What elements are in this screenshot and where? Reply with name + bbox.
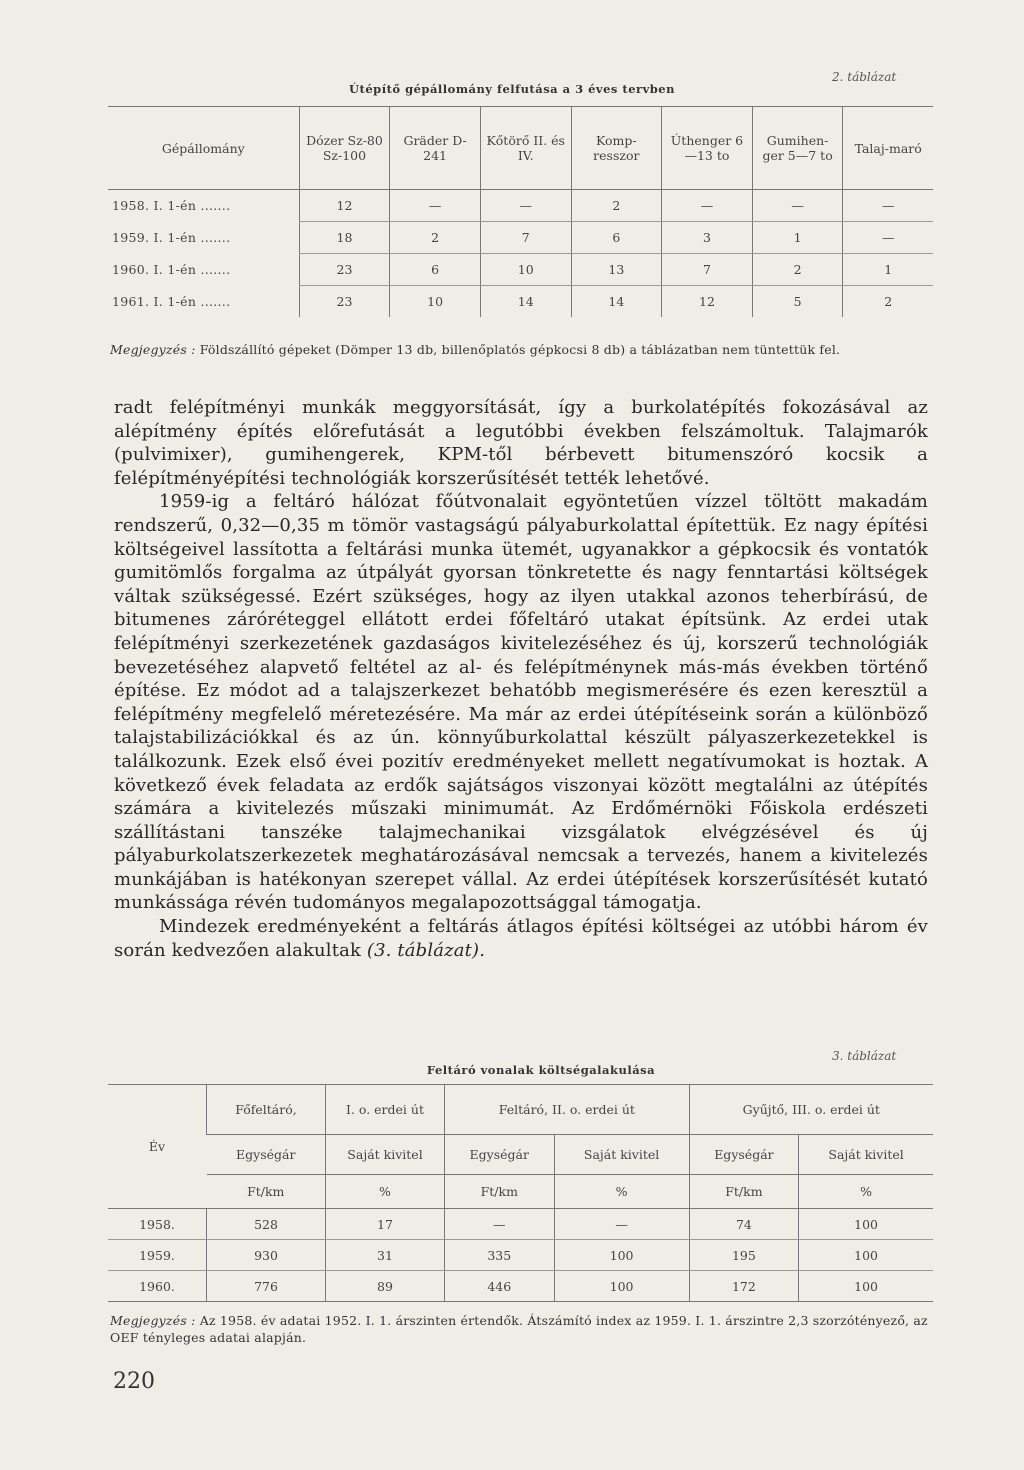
table-cell: 3 (662, 222, 753, 254)
table3-group-header: Főfeltáró, (207, 1085, 326, 1135)
row-label: 1960. I. 1-én ....... (112, 262, 231, 277)
table-cell: 89 (326, 1271, 445, 1302)
footnote-label: Megjegyzés : (110, 342, 196, 357)
table-cell: — (480, 190, 571, 222)
table3-subheader-row (108, 1135, 933, 1175)
row-label: 1959. (108, 1240, 207, 1271)
table3-unit: Ft/km (445, 1175, 555, 1209)
table-row (108, 190, 933, 222)
table3-units-row (108, 1175, 933, 1209)
table-row (108, 222, 933, 254)
table-cell: — (445, 1209, 555, 1240)
table-cell: — (843, 190, 933, 222)
footnote-text: Földszállító gépeket (Dömper 13 db, billenőplatós gépkocsi 8 db) a táblázatban nem tüntettük fel. (199, 342, 841, 357)
table-cell: 6 (390, 254, 481, 286)
table2-header-cell: Úthenger 6—13 to (662, 107, 753, 190)
table-cell: 17 (326, 1209, 445, 1240)
table3-year-header: Év (108, 1085, 207, 1209)
table-cell: 7 (480, 222, 571, 254)
table-cell: — (554, 1209, 689, 1240)
table3-number: 3. táblázat (832, 1049, 897, 1063)
table3-subheader: Egységár (689, 1135, 799, 1175)
table-cell: 14 (480, 286, 571, 318)
table3-unit: Ft/km (689, 1175, 799, 1209)
table2-header-cell: Gräder D-241 (390, 107, 481, 190)
table3 (108, 1084, 933, 1302)
table-cell: 6 (571, 222, 662, 254)
paragraph-text: Mindezek eredményeként a feltárás átlagos építési költségei az utóbbi három év során kedvezően alakultak (114, 916, 928, 961)
table-cell: 23 (299, 254, 390, 286)
table3-unit: % (799, 1175, 933, 1209)
table-reference: (3. táblázat). (366, 939, 486, 961)
table3-subheader: Egységár (445, 1135, 555, 1175)
table-cell: 5 (752, 286, 843, 318)
table-cell: — (390, 190, 481, 222)
table-row (108, 286, 933, 318)
row-label: 1960. (108, 1271, 207, 1302)
row-label: 1958. I. 1-én ....... (112, 198, 231, 214)
table-cell: 2 (843, 286, 933, 318)
table3-group-header: I. o. erdei út (326, 1085, 445, 1135)
table-cell: 776 (207, 1271, 326, 1302)
table3-subheader: Saját kivitel (326, 1135, 445, 1175)
table2-header-cell: Komp-resszor (571, 107, 662, 190)
footnote-label: Megjegyzés : (110, 1313, 196, 1328)
footnote-text: Az 1958. év adatai 1952. I. 1. árszinten értendők. Átszámító index az 1959. I. 1. árszintre 2,3 szorzótényező, az OEF tényleges adatai alapján. (110, 1313, 928, 1345)
table-cell: 7 (662, 254, 753, 286)
row-label: 1961. I. 1-én ....... (112, 293, 231, 309)
table2-header-cell: Gépállomány (108, 107, 299, 190)
paragraph (114, 915, 928, 962)
table-cell: 10 (480, 254, 571, 286)
table-cell: 31 (326, 1240, 445, 1271)
table-row (108, 1209, 933, 1240)
table-cell: 14 (571, 286, 662, 318)
table3-group-header: Gyűjtő, III. o. erdei út (689, 1085, 933, 1135)
row-label: 1958. (108, 1209, 207, 1240)
table-cell: 1 (843, 254, 933, 286)
table3-subheader: Saját kivitel (554, 1135, 689, 1175)
table-cell: — (843, 222, 933, 254)
table3-group-header: Feltáró, II. o. erdei út (445, 1085, 690, 1135)
table-cell: — (662, 190, 753, 222)
table-cell: 18 (299, 222, 390, 254)
table2-title: Útépítő gépállomány felfutása a 3 éves tervben (349, 82, 675, 96)
table-cell: 195 (689, 1240, 799, 1271)
table-cell: — (752, 190, 843, 222)
table3-unit: % (554, 1175, 689, 1209)
table-cell: 13 (571, 254, 662, 286)
table2-header-cell: Kőtörő II. és IV. (480, 107, 571, 190)
table2-header-cell: Dózer Sz-80 Sz-100 (299, 107, 390, 190)
table-row (108, 1271, 933, 1302)
table-cell: 74 (689, 1209, 799, 1240)
table2-header-row (108, 107, 933, 190)
table-cell: 2 (390, 222, 481, 254)
table-cell: 930 (207, 1240, 326, 1271)
table-row (108, 254, 933, 286)
table3-group-header-row (108, 1085, 933, 1135)
table3-subheader: Saját kivitel (799, 1135, 933, 1175)
table-cell: 335 (445, 1240, 555, 1271)
table2-header-cell: Talaj-maró (843, 107, 933, 190)
table3-title: Feltáró vonalak költségalakulása (426, 1063, 656, 1077)
table3-footnote (110, 1312, 930, 1346)
table-cell: 10 (390, 286, 481, 318)
table2-header-cell: Gumihen-ger 5—7 to (752, 107, 843, 190)
table-cell: 23 (299, 286, 390, 318)
table-cell: 100 (799, 1271, 933, 1302)
table-cell: 12 (299, 190, 390, 222)
table-cell: 100 (554, 1271, 689, 1302)
table-cell: 12 (662, 286, 753, 318)
table-cell: 2 (752, 254, 843, 286)
body-text (114, 396, 928, 962)
paragraph: radt felépítményi munkák meggyorsítását, így a burkolatépítés fokozásával az alépítmény építés előrefutását a legutóbbi években felszámoltuk. Talajmarók (pulvimixer), gumihengerek, KPM-től bérbevett bitumenszóró kocsik a felépítményépítési technológiák korszerűsítését tették lehetővé. (114, 397, 928, 489)
table-cell: 100 (799, 1209, 933, 1240)
table-cell: 2 (571, 190, 662, 222)
table3-unit: % (326, 1175, 445, 1209)
table3-subheader: Egységár (207, 1135, 326, 1175)
table2-number: 2. táblázat (832, 70, 897, 84)
paragraph: 1959-ig a feltáró hálózat főútvonalait egyöntetűen vízzel töltött makadám rendszerű, 0,32—0,35 m tömör vastagságú pályaburkolattal építettük. Ez nagy építési költségeivel lassította a feltárási munka ütemét, ugyanakkor a gépkocsik és vontatók gumitömlős forgalma az útpályát gyorsan tönkretette és nagy fenntartási költségek váltak szükségessé. Ezért szükséges, hogy az ilyen utakkal azonos teherbírású, de bitumenes záróréteggel ellátott erdei főfeltáró utakat építsünk. Az erdei utak felépítményi szerkezetének gazdaságos kivitelezéséhez és új, korszerű technológiák bevezetéséhez alapvető feltétel az al- és felépítménynek más-más években történő építése. Ez módot ad a talajszerkezet behatóbb megismerésére és ezen keresztül a felépítmény megfelelő méretezésére. Ma már az erdei útépítéseink során a különböző talajstabilizációkkal és az ún. könnyűburkolattal készült pályaszerkezetekkel is találkozunk. Ezek első évei pozitív eredményeket mellett negatívumokat is hoztak. A következő évek feladata az erdők sajátságos viszonyai között megtalálni az útépítés számára a kivitelezés műszaki minimumát. Az Erdőmérnöki Főiskola erdészeti szállítástani tanszéke talajmechanikai vizsgálatok elvégzésével és új pályaburkolatszerkezetek meghatározásával nemcsak a tervezés, hanem a kivitelezés munkájában is hatékonyan szerepet vállal. Az erdei útépítések korszerűsítését kutató munkássága révén tudományos megalapozottsággal támogatja. (114, 491, 928, 914)
table-cell: 172 (689, 1271, 799, 1302)
table-row (108, 1240, 933, 1271)
table2-footnote (110, 341, 930, 358)
table-cell: 446 (445, 1271, 555, 1302)
table-cell: 100 (554, 1240, 689, 1271)
page-number: 220 (113, 1369, 155, 1394)
row-label: 1959. I. 1-én ....... (112, 230, 231, 245)
table3-unit: Ft/km (207, 1175, 326, 1209)
table-cell: 1 (752, 222, 843, 254)
table-cell: 100 (799, 1240, 933, 1271)
table-cell: 528 (207, 1209, 326, 1240)
table2 (108, 106, 933, 317)
